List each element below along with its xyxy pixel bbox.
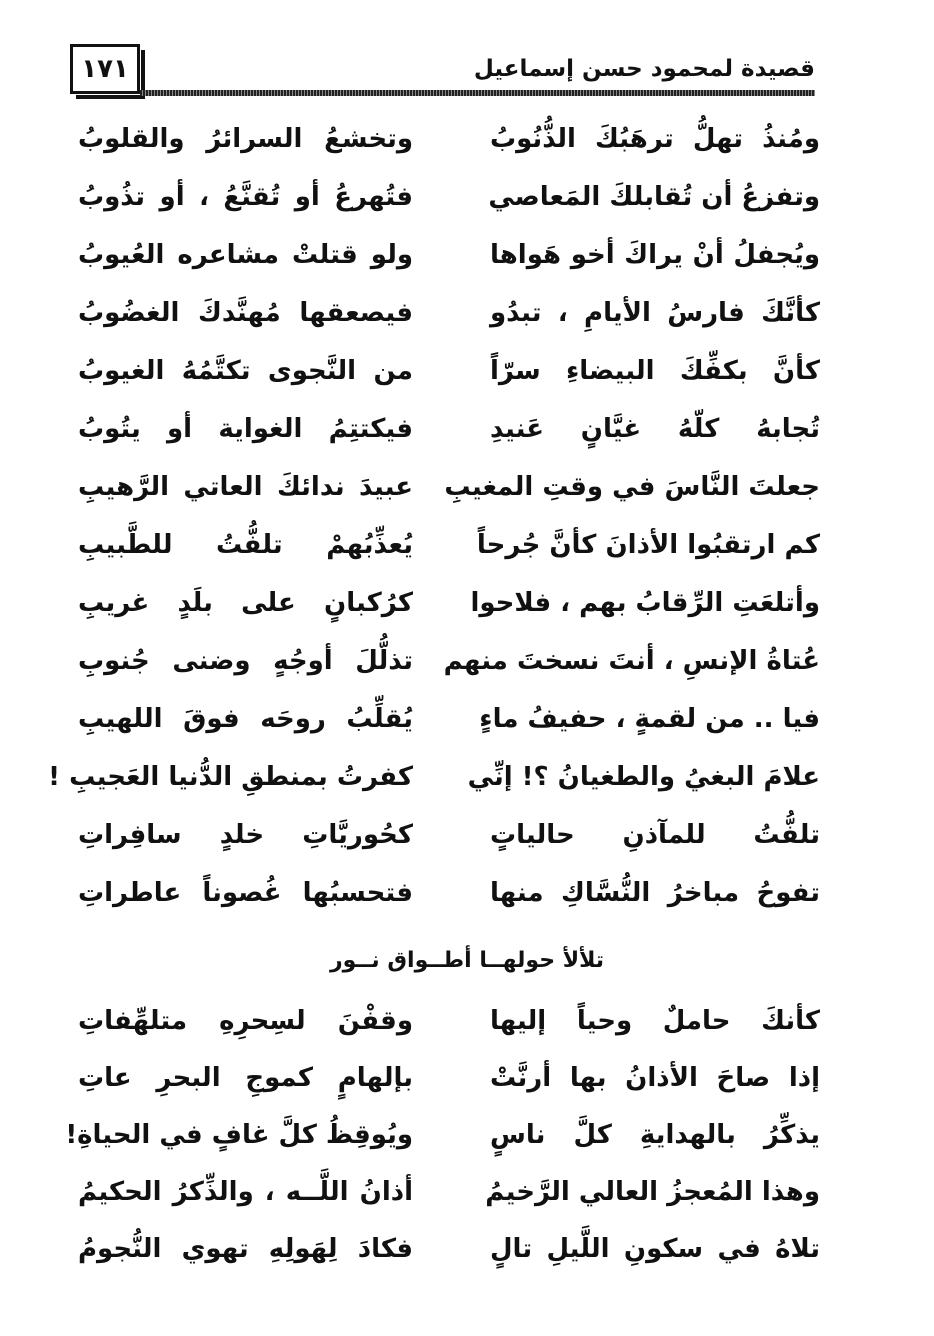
verse-first-hemistich: كأنَّ بكفِّكَ البيضاءِ سرّاً [490, 356, 820, 386]
verse-second-hemistich: ولو قتلتْ مشاعره العُيوبُ [78, 240, 413, 270]
poem-stanza-2 [65, 1000, 820, 1285]
verse-line [70, 814, 820, 872]
verse-first-hemistich: فيا .. من لقمةٍ ، حفيفُ ماءٍ [479, 704, 820, 734]
verse-second-hemistich: عبيدَ ندائكَ العاتي الرَّهيبِ [78, 472, 413, 502]
interlude-line: تلألأ حولهــا أطــواق نــور [329, 948, 605, 973]
verse-second-hemistich: فتُهرعُ أو تُقنَّعُ ، أو تذُوبُ [78, 182, 413, 212]
verse-second-hemistich: فيكتتِمُ الغواية أو يتُوبُ [78, 414, 413, 444]
verse-first-hemistich: وهذا المُعجزُ العالي الرَّخيمُ [485, 1177, 820, 1207]
verse-first-hemistich: إذا صاحَ الأذانُ بها أرنَّتْ [490, 1063, 820, 1093]
verse-line [65, 1114, 820, 1171]
verse-second-hemistich: فيصعقها مُهنَّدكَ الغضُوبُ [78, 298, 413, 328]
verse-line [70, 582, 820, 640]
verse-first-hemistich: كأنَّكَ فارسُ الأيامِ ، تبدُو [490, 298, 820, 328]
verse-second-hemistich: بإلهامٍ كموجِ البحرِ عاتِ [78, 1063, 413, 1093]
verse-first-hemistich: وتفزعُ أن تُقابلكَ المَعاصي [488, 182, 820, 212]
verse-line [70, 640, 820, 698]
verse-line [70, 350, 820, 408]
verse-second-hemistich: من النَّجوى تكتَّمُهُ الغيوبُ [78, 356, 413, 386]
verse-first-hemistich: علامَ البغيُ والطغيانُ ؟! إنِّي [467, 762, 820, 792]
verse-line [70, 466, 820, 524]
verse-second-hemistich: كفرتُ بمنطقِ الدُّنيا العَجيبِ ! [48, 762, 413, 792]
verse-line [70, 1228, 820, 1285]
verse-line [48, 756, 820, 814]
verse-line [70, 292, 820, 350]
header-rule [140, 90, 815, 96]
verse-line [70, 408, 820, 466]
verse-first-hemistich: تُجابهُ كلّهُ غيَّانٍ عَنيدِ [490, 414, 820, 444]
verse-second-hemistich: ويُوقِظُ كلَّ غافٍ في الحياةِ! [65, 1120, 413, 1150]
page-number: ١٧١ [70, 44, 140, 94]
verse-first-hemistich: كأنكَ حاملٌ وحياً إليها [490, 1006, 820, 1036]
verse-second-hemistich: فكادَ لِهَولِهِ تهوي النُّجومُ [78, 1234, 413, 1264]
verse-line [70, 698, 820, 756]
verse-second-hemistich: تذلُّلَ أوجُهٍ وضنى جُنوبِ [78, 646, 413, 676]
verse-line [70, 872, 820, 930]
verse-second-hemistich: يُعذِّبُهمْ تلفُّتُ للطَّبيبِ [78, 530, 413, 560]
verse-first-hemistich: تلفُّتُ للمآذنِ حالياتٍ [490, 820, 820, 850]
verse-first-hemistich: تلاهُ في سكونِ اللَّيلِ تالٍ [490, 1234, 820, 1264]
verse-line [70, 1171, 820, 1228]
verse-first-hemistich: تفوحُ مباخرُ النُّسَّاكِ منها [490, 878, 820, 908]
verse-first-hemistich: جعلتَ النَّاسَ في وقتِ المغيبِ [444, 472, 820, 502]
verse-second-hemistich: فتحسبُها غُصوناً عاطراتِ [78, 878, 413, 908]
verse-second-hemistich: أذانُ اللَّــه ، والذِّكرُ الحكيمُ [78, 1177, 413, 1207]
running-title: قصيدة لمحمود حسن إسماعيل [473, 56, 815, 82]
verse-first-hemistich: ويُجفلُ أنْ يراكَ أخو هَواها [490, 240, 820, 270]
page-header [70, 44, 815, 100]
verse-line [70, 1057, 820, 1114]
verse-first-hemistich: ومُنذُ تهلُّ ترهَبُكَ الذُّنُوبُ [490, 124, 820, 154]
verse-second-hemistich: كحُوريَّاتِ خلدٍ سافِراتِ [78, 820, 413, 850]
verse-first-hemistich: يذكِّرُ بالهدايةِ كلَّ ناسٍ [490, 1120, 820, 1150]
verse-first-hemistich: وأتلعَتِ الرِّقابُ بهم ، فلاحوا [470, 588, 820, 618]
verse-line [70, 176, 820, 234]
verse-second-hemistich: وقفْنَ لسِحرِهِ متلهِّفاتِ [78, 1006, 413, 1036]
verse-second-hemistich: وتخشعُ السرائرُ والقلوبُ [78, 124, 413, 154]
verse-line [70, 524, 820, 582]
poem-stanza-1 [48, 118, 820, 930]
verse-first-hemistich: عُتاةُ الإنسِ ، أنتَ نسختَ منهم [443, 646, 820, 676]
verse-line [70, 118, 820, 176]
verse-line [70, 1000, 820, 1057]
verse-second-hemistich: يُقلِّبُ روحَه فوقَ اللهيبِ [78, 704, 413, 734]
verse-line [70, 234, 820, 292]
verse-first-hemistich: كم ارتقبُوا الأذانَ كأنَّ جُرحاً [476, 530, 820, 560]
verse-second-hemistich: كرُكبانٍ على بلَدٍ غريبِ [78, 588, 413, 618]
